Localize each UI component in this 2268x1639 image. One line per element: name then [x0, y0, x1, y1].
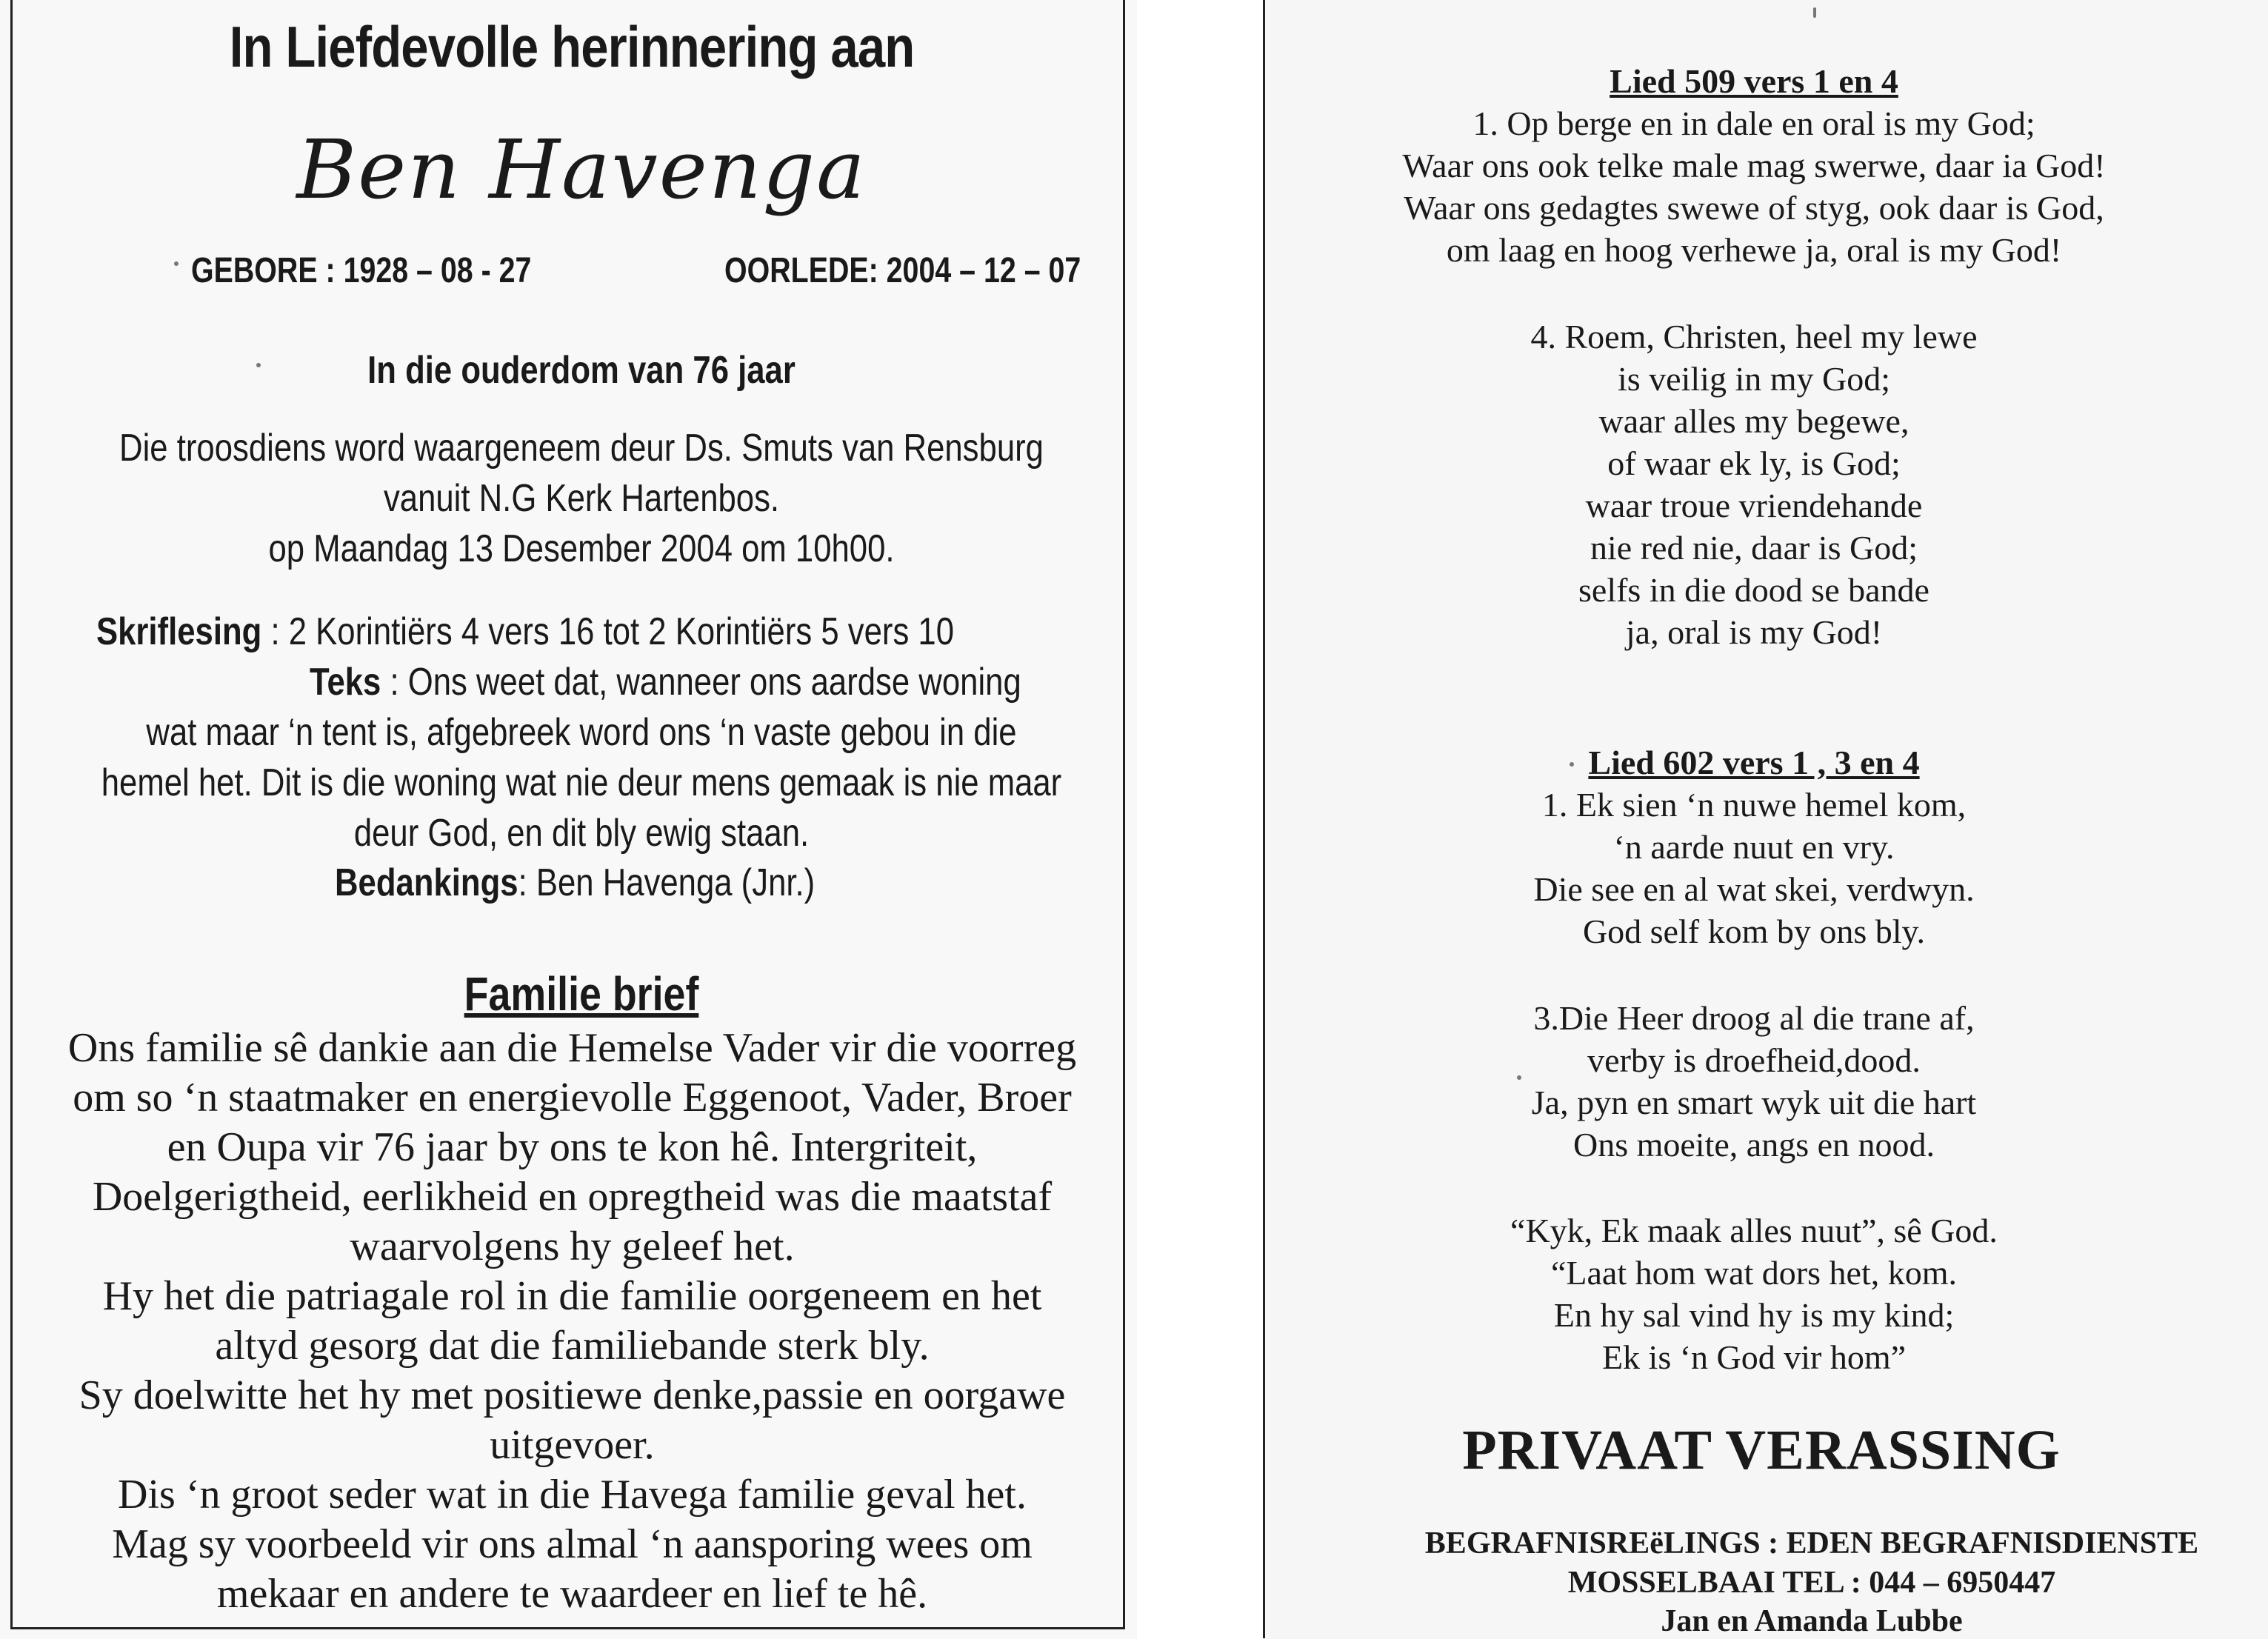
memorial-heading: In Liefdevolle herinnering aan: [229, 14, 915, 79]
lied-509-title: Lied 509 vers 1 en 4: [1610, 62, 1898, 100]
teks-line: hemel het. Dit is die woning wat nie deur mens gemaak is nie maar: [101, 761, 1062, 804]
teks-line: deur God, en dit bly ewig staan.: [353, 812, 810, 855]
death-date: OORLEDE: 2004 – 12 – 07: [724, 251, 1081, 290]
deceased-name: Ben Havenga: [296, 122, 867, 217]
funeral-contact-line: MOSSELBAAI TEL : 044 – 6950447: [1567, 1566, 2056, 1600]
service-line: vanuit N.G Kerk Hartenbos.: [383, 477, 780, 520]
teks-text: : Ons weet dat, wanneer ons aardse woning: [381, 661, 1021, 704]
page-gutter: [1137, 0, 1263, 1639]
hymn-line: om laag en hoog verhewe ja, oral is my God!: [1446, 231, 2062, 269]
familie-brief-line: Doelgerigtheid, eerlikheid en opregtheid was die maatstaf: [92, 1174, 1053, 1220]
familie-brief-line: Hy het die patriagale rol in die familie oorgeneem en het: [102, 1273, 1042, 1319]
teks-label: Teks: [310, 661, 381, 704]
hymn-line: Ja, pyn en smart wyk uit die hart: [1531, 1084, 1977, 1121]
hymn-line: 4. Roem, Christen, heel my lewe: [1530, 318, 1978, 355]
familie-brief-line: waarvolgens hy geleef het.: [350, 1224, 795, 1269]
scan-speck: [1813, 7, 1816, 18]
familie-brief-line: Mag sy voorbeeld vir ons almal ‘n aansporing wees om: [112, 1521, 1033, 1567]
hymn-line: Waar ons ook telke male mag swerwe, daar ia God!: [1402, 147, 2106, 184]
lied-602-title: Lied 602 vers 1 , 3 en 4: [1588, 744, 1920, 781]
scan-speck: [174, 261, 179, 266]
hymn-line: 1. Ek sien ‘n nuwe hemel kom,: [1541, 786, 1967, 824]
familie-brief-title: Familie brief: [464, 967, 699, 1021]
hymn-line: Ons moeite, angs en nood.: [1572, 1126, 1935, 1164]
birth-date: GEBORE : 1928 – 08 - 27: [191, 251, 532, 290]
hymn-line: is veilig in my God;: [1618, 360, 1890, 398]
skriflesing-text: : 2 Korintiërs 4 vers 16 tot 2 Korintiërs 5 vers 10: [261, 610, 955, 653]
privaat-verassing-heading: PRIVAAT VERASSING: [1462, 1419, 2061, 1481]
service-line: op Maandag 13 Desember 2004 om 10h00.: [268, 527, 895, 570]
hymn-line: Ek is ‘n God vir hom”: [1601, 1338, 1907, 1376]
familie-brief-line: om so ‘n staatmaker en energievolle Eggenoot, Vader, Broer: [73, 1075, 1072, 1121]
hymn-line: “Laat hom wat dors het, kom.: [1550, 1254, 1958, 1292]
bedankings-label: Bedankings: [335, 861, 518, 904]
age-line: In die ouderdom van 76 jaar: [367, 349, 796, 392]
teks-line: [310, 660, 1021, 704]
familie-brief-line: uitgevoer.: [490, 1422, 655, 1468]
skriflesing-label: Skriflesing: [96, 610, 262, 653]
familie-brief-line: Ons familie sê dankie aan die Hemelse Vader vir die voorreg: [67, 1025, 1077, 1071]
hymn-line: 3.Die Heer droog al die trane af,: [1533, 999, 1975, 1037]
familie-brief-line: mekaar en andere te waardeer en lief te hê.: [216, 1571, 928, 1617]
hymn-line: Die see en al wat skei, verdwyn.: [1533, 870, 1975, 908]
teks-line: wat maar ‘n tent is, afgebreek word ons ‘n vaste gebou in die: [146, 711, 1017, 754]
hymn-line: waar alles my begewe,: [1598, 402, 1910, 440]
hymn-line: nie red nie, daar is God;: [1590, 529, 1918, 567]
hymn-line: ja, oral is my God!: [1625, 613, 1883, 651]
hymn-line: God self kom by ons bly.: [1582, 912, 1926, 950]
hymn-line: 1. Op berge en in dale en oral is my God;: [1472, 104, 2035, 142]
hymn-line: “Kyk, Ek maak alles nuut”, sê God.: [1510, 1212, 1998, 1249]
funeral-contact-names: Jan en Amanda Lubbe: [1661, 1604, 1963, 1638]
scan-speck: [256, 363, 261, 367]
funeral-arrangements-line: BEGRAFNISREëLINGS : EDEN BEGRAFNISDIENSTE: [1424, 1526, 2199, 1560]
familie-brief-line: Dis ‘n groot seder wat in die Havega familie geval het.: [118, 1472, 1027, 1518]
service-line: Die troosdiens word waargeneem deur Ds. Smuts van Rensburg: [119, 427, 1044, 470]
scan-speck: [1517, 1075, 1521, 1080]
scan-speck: [1570, 762, 1574, 767]
familie-brief-line: altyd gesorg dat die familiebande sterk bly.: [215, 1323, 930, 1369]
hymn-line: Waar ons gedagtes swewe of styg, ook daar is God,: [1404, 189, 2104, 227]
hymn-line: waar troue vriendehande: [1585, 487, 1923, 524]
hymn-line: verby is droefheid,dood.: [1587, 1041, 1921, 1079]
hymn-line: of waar ek ly, is God;: [1607, 444, 1901, 482]
hymn-line: selfs in die dood se bande: [1578, 571, 1930, 609]
bedankings-line: [335, 861, 815, 905]
familie-brief-line: Sy doelwitte het hy met positiewe denke,passie en oorgawe: [79, 1372, 1066, 1418]
hymn-line: En hy sal vind hy is my kind;: [1553, 1296, 1955, 1334]
familie-brief-line: en Oupa vir 76 jaar by ons te kon hê. Intergriteit,: [167, 1124, 978, 1170]
hymn-line: ‘n aarde nuut en vry.: [1613, 828, 1895, 866]
skriflesing-line: [96, 610, 954, 654]
bedankings-text: : Ben Havenga (Jnr.): [518, 861, 816, 904]
